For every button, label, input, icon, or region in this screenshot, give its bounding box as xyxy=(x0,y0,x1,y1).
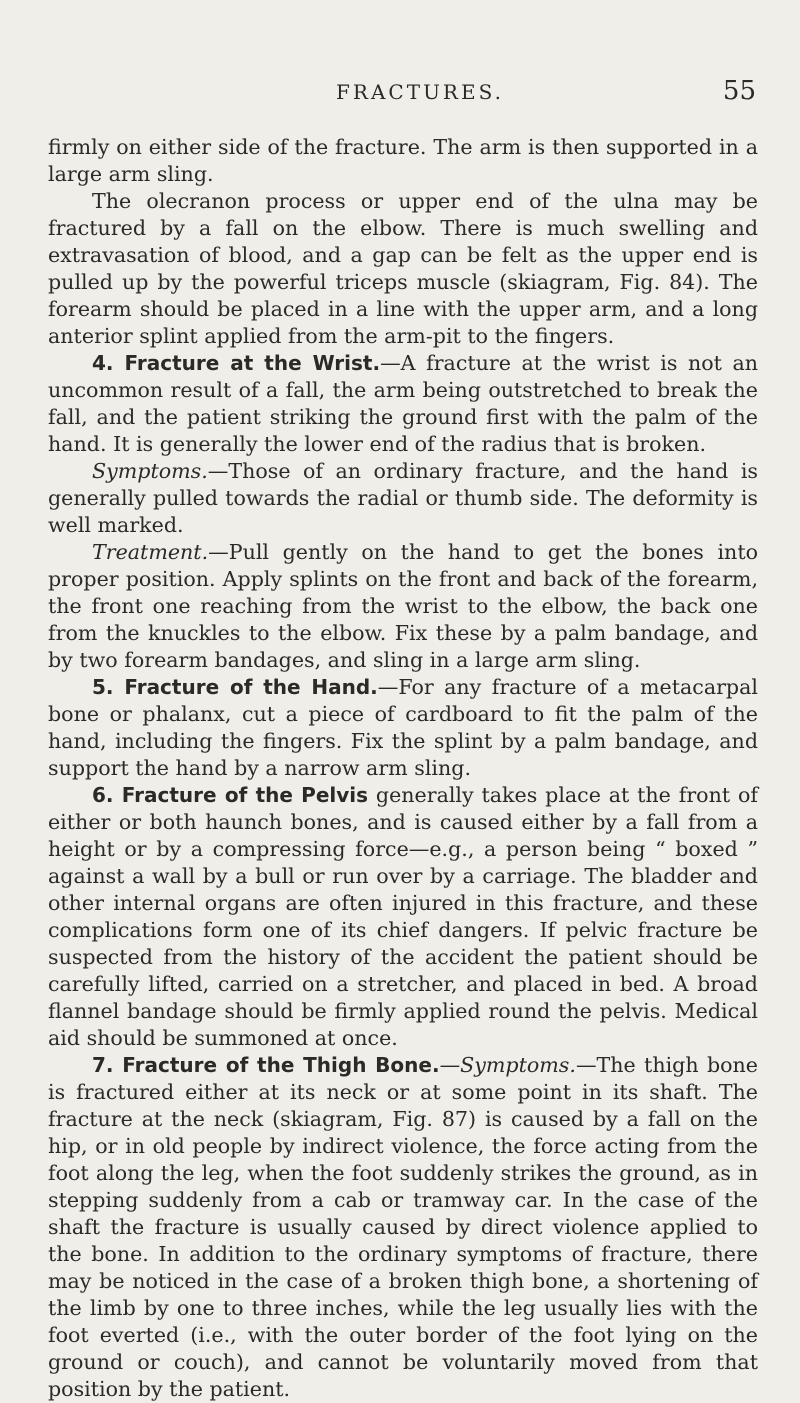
section-heading: 5. Fracture of the Hand. xyxy=(92,675,378,699)
subheading: Symptoms. xyxy=(92,459,208,483)
paragraph: 6. Fracture of the Pelvis generally takes place at the front of either or both haunch bones, and is caused either by a fall from a height or by a compressing force—e.g., a person being “ boxed ” against a wall by a bull or run over by a carriage. The bladder and other internal organs are often injured in this fracture, and these complications form one of its chief dangers. If pelvic fracture be suspected from the history of the accident the patient should be carefully lifted, carried on a stretcher, and placed in bed. A broad flannel bandage should be firmly applied round the pelvis. Medical aid should be summoned at once. xyxy=(48,783,758,1050)
paragraph: Symptoms.—Those of an ordinary fracture, and the hand is generally pulled towards the radial or thumb side. The deformity is well marked. xyxy=(48,459,758,537)
section-heading: 4. Fracture at the Wrist. xyxy=(92,351,381,375)
paragraph: 5. Fracture of the Hand.—For any fracture of a metacarpal bone or phalanx, cut a piece of cardboard to fit the palm of the hand, including the fingers. Fix the splint by a palm bandage, and support the hand by a narrow arm sling. xyxy=(48,675,758,780)
running-head xyxy=(0,76,800,106)
chapter-title: FRACTURES. xyxy=(336,80,504,104)
subheading: —Symptoms. xyxy=(439,1053,576,1077)
paragraph: 4. Fracture at the Wrist.—A fracture at the wrist is not an uncommon result of a fall, the arm being outstretched to break the fall, and the patient striking the ground first with the palm of the hand. It is generally the lower end of the radius that is broken. xyxy=(48,351,758,456)
body-text xyxy=(48,134,758,1403)
paragraph: Treatment.—Pull gently on the hand to get the bones into proper position. Apply splints on the front and back of the forearm, the front one reaching from the wrist to the elbow, the back one from the knuckles to the elbow. Fix these by a palm bandage, and by two forearm bandages, and sling in a large arm sling. xyxy=(48,540,758,672)
section-heading: 6. Fracture of the Pelvis xyxy=(92,783,369,807)
subheading: Treatment. xyxy=(92,540,209,564)
paragraph: firmly on either side of the fracture. The arm is then supported in a large arm sling. xyxy=(48,135,758,186)
paragraph: 7. Fracture of the Thigh Bone.—Symptoms.—The thigh bone is fractured either at its neck or at some point in its shaft. The fracture at the neck (skiagram, Fig. 87) is caused by a fall on the hip, or in old people by indirect violence, the force acting from the foot along the leg, when the foot suddenly strikes the ground, as in stepping suddenly from a cab or tramway car. In the case of the shaft the fracture is usually caused by direct violence applied to the bone. In addition to the ordinary symptoms of fracture, there may be noticed in the case of a broken thigh bone, a shortening of the limb by one to three inches, while the leg usually lies with the foot everted (i.e., with the outer border of the foot lying on the ground or couch), and cannot be voluntarily moved from that position by the patient. xyxy=(48,1053,758,1401)
section-heading: 7. Fracture of the Thigh Bone. xyxy=(92,1053,440,1077)
page-number: 55 xyxy=(722,76,756,106)
paragraph: The olecranon process or upper end of the ulna may be fractured by a fall on the elbow. There is much swelling and extravasation of blood, and a gap can be felt as the upper end is pulled up by the powerful triceps muscle (skiagram, Fig. 84). The forearm should be placed in a line with the upper arm, and a long anterior splint applied from the arm-pit to the fingers. xyxy=(48,189,758,348)
